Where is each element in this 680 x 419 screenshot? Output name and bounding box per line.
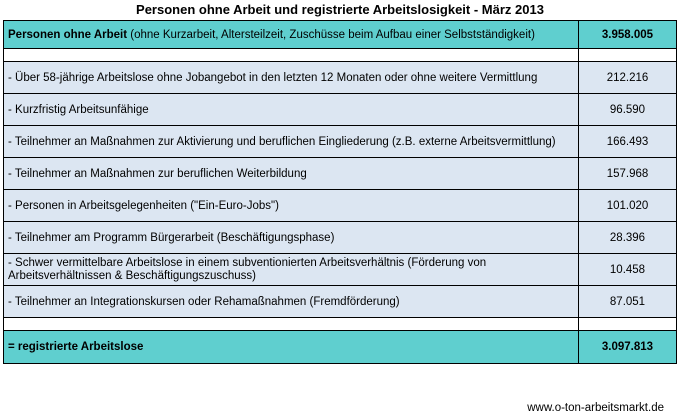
table-row: [4, 190, 677, 222]
table-row: [4, 254, 677, 286]
row-label: - Kurzfristig Arbeitsunfähige: [4, 94, 579, 126]
table-row: [4, 62, 677, 94]
row-label: - Personen in Arbeitsgelegenheiten ("Ein-Euro-Jobs"): [4, 190, 579, 222]
spacer-row: [4, 49, 677, 62]
table-row: [4, 158, 677, 190]
row-label: - Schwer vermittelbare Arbeitslose in einem subventionierten Arbeitsverhältnis (Förderung von Arbeitsverhältnissen & Beschäftigungszuschuss): [4, 254, 579, 286]
table-title: Personen ohne Arbeit und registrierte Arbeitslosigkeit - März 2013: [136, 2, 544, 17]
total-label: = registrierte Arbeitslose: [4, 331, 579, 364]
table-row: [4, 286, 677, 318]
row-value: 101.020: [579, 190, 677, 222]
row-value: 10.458: [579, 254, 677, 286]
header-label-strong: Personen ohne Arbeit: [8, 28, 128, 41]
row-label: - Über 58-jährige Arbeitslose ohne Jobangebot in den letzten 12 Monaten oder ohne weitere Vermittlung: [4, 62, 579, 94]
row-value: 87.051: [579, 286, 677, 318]
row-label: - Teilnehmer an Maßnahmen zur Aktivierung und beruflichen Eingliederung (z.B. externe Arbeitsvermittlung): [4, 126, 579, 158]
row-value: 157.968: [579, 158, 677, 190]
row-label: - Teilnehmer am Programm Bürgerarbeit (Beschäftigungsphase): [4, 222, 579, 254]
row-value: 28.396: [579, 222, 677, 254]
row-value: 96.590: [579, 94, 677, 126]
table-row: [4, 94, 677, 126]
row-value: 212.216: [579, 62, 677, 94]
unemployment-table: [3, 20, 677, 364]
spacer-row: [4, 318, 677, 331]
row-label: - Teilnehmer an Integrationskursen oder Rehamaßnahmen (Fremdförderung): [4, 286, 579, 318]
header-label-rest: (ohne Kurzarbeit, Altersteilzeit, Zuschüsse beim Aufbau einer Selbstständigkeit): [127, 28, 535, 41]
header-row: [4, 21, 677, 49]
header-value: 3.958.005: [579, 21, 677, 49]
table-row: [4, 126, 677, 158]
total-value: 3.097.813: [579, 331, 677, 364]
row-label: - Teilnehmer an Maßnahmen zur beruflichen Weiterbildung: [4, 158, 579, 190]
table-row: [4, 222, 677, 254]
header-label: [4, 21, 579, 49]
row-value: 166.493: [579, 126, 677, 158]
total-row: [4, 331, 677, 364]
source-footer: www.o-ton-arbeitsmarkt.de: [527, 402, 664, 414]
